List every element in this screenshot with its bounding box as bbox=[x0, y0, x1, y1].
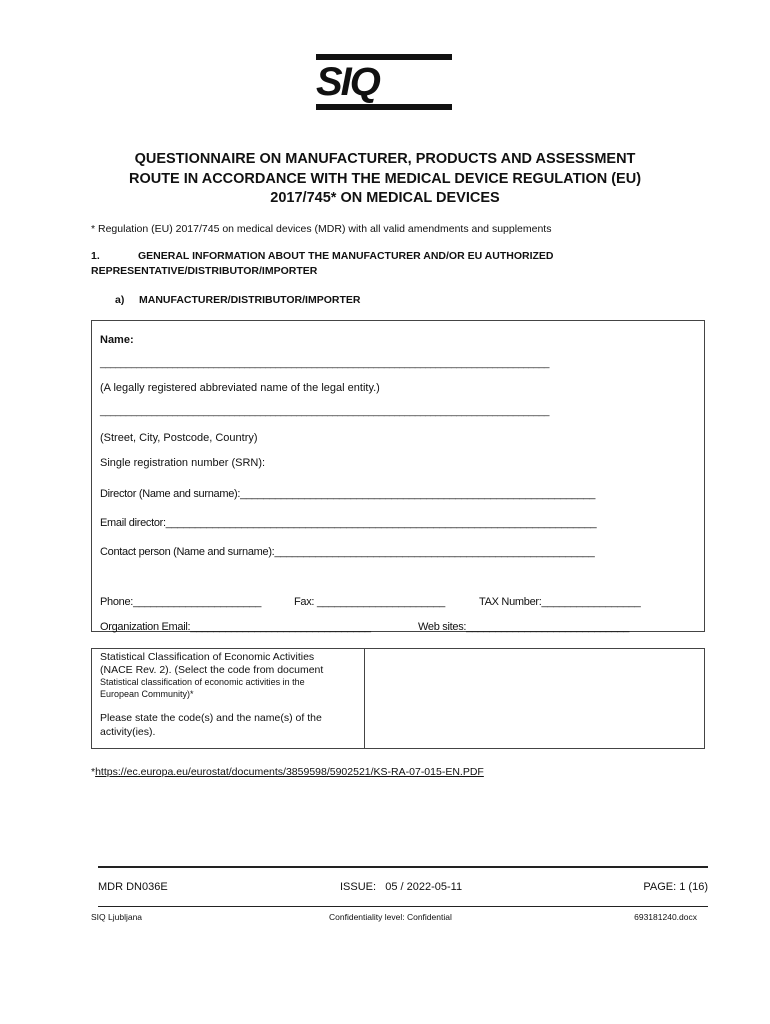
director-field[interactable]: Director (Name and surname):_____________________________________________________________ bbox=[100, 488, 596, 500]
logo-text: SIQ bbox=[316, 60, 379, 104]
name-label: Name: bbox=[100, 334, 134, 346]
address-input-line[interactable]: _______________________________________________________________________________________ bbox=[100, 406, 550, 417]
organization-email-field[interactable]: Organization Email:_______________________________ bbox=[100, 621, 371, 633]
contact-person-field[interactable]: Contact person (Name and surname):_______________________________________________________ bbox=[100, 546, 595, 558]
title-line-2: ROUTE IN ACCORDANCE WITH THE MEDICAL DEVICE REGULATION (EU) bbox=[128, 170, 642, 187]
link-star: * bbox=[91, 766, 96, 778]
section-1-heading-line1: GENERAL INFORMATION ABOUT THE MANUFACTURER AND/OR EU AUTHORIZED bbox=[138, 250, 554, 262]
tax-number-field[interactable]: TAX Number:_________________ bbox=[479, 596, 641, 608]
address-hint: (Street, City, Postcode, Country) bbox=[100, 432, 258, 444]
footer-top-rule bbox=[98, 866, 708, 868]
nace-line-4: European Community)* bbox=[100, 689, 194, 699]
name-hint: (A legally registered abbreviated name of the legal entity.) bbox=[100, 382, 380, 394]
eurostat-link-row bbox=[91, 766, 484, 778]
siq-logo bbox=[316, 54, 452, 110]
document-title bbox=[60, 150, 710, 209]
fax-field[interactable]: Fax: ______________________ bbox=[294, 596, 445, 608]
subsection-a-label: a) bbox=[115, 294, 125, 306]
nace-line-6: activity(ies). bbox=[100, 726, 156, 738]
regulation-footnote: * Regulation (EU) 2017/745 on medical devices (MDR) with all valid amendments and supplements bbox=[91, 223, 552, 235]
footer-doc-code: MDR DN036E bbox=[98, 881, 168, 893]
subsection-a-heading: MANUFACTURER/DISTRIBUTOR/IMPORTER bbox=[139, 294, 361, 306]
section-1-heading-line2: REPRESENTATIVE/DISTRIBUTOR/IMPORTER bbox=[91, 265, 318, 277]
logo-bottom-bar bbox=[316, 104, 452, 110]
footer-issue: ISSUE: 05 / 2022-05-11 bbox=[340, 881, 463, 893]
nace-table bbox=[91, 648, 705, 749]
manufacturer-form-box bbox=[91, 320, 705, 632]
footer-org: SIQ Ljubljana bbox=[91, 912, 143, 922]
nace-code-input-cell[interactable] bbox=[365, 649, 704, 748]
section-1-number: 1. bbox=[91, 250, 100, 262]
title-line-3: 2017/745* ON MEDICAL DEVICES bbox=[270, 190, 500, 206]
websites-field[interactable]: Web sites:____________________________ bbox=[418, 621, 630, 633]
name-input-line[interactable]: _______________________________________________________________________________________ bbox=[100, 358, 550, 369]
footer-bottom-rule bbox=[98, 906, 708, 907]
nace-line-5: Please state the code(s) and the name(s) of the bbox=[100, 712, 322, 724]
eurostat-link[interactable]: https://ec.europa.eu/eurostat/documents/3859598/5902521/KS-RA-07-015-EN.PDF bbox=[95, 766, 484, 778]
title-line-1: QUESTIONNAIRE ON MANUFACTURER, PRODUCTS AND ASSESSMENT bbox=[134, 151, 636, 167]
nace-line-1: Statistical Classification of Economic Activities bbox=[100, 651, 315, 663]
nace-line-2: (NACE Rev. 2). (Select the code from document bbox=[100, 664, 324, 676]
phone-field[interactable]: Phone:______________________ bbox=[100, 596, 262, 608]
footer-confidentiality: Confidentiality level: Confidential bbox=[329, 912, 452, 922]
srn-field[interactable]: Single registration number (SRN): bbox=[100, 457, 266, 469]
nace-line-3: Statistical classification of economic activities in the bbox=[100, 677, 305, 687]
footer-filename: 693181240.docx bbox=[634, 912, 697, 922]
footer-page: PAGE: 1 (16) bbox=[643, 881, 708, 893]
email-director-field[interactable]: Email director:__________________________________________________________________________ bbox=[100, 517, 597, 529]
